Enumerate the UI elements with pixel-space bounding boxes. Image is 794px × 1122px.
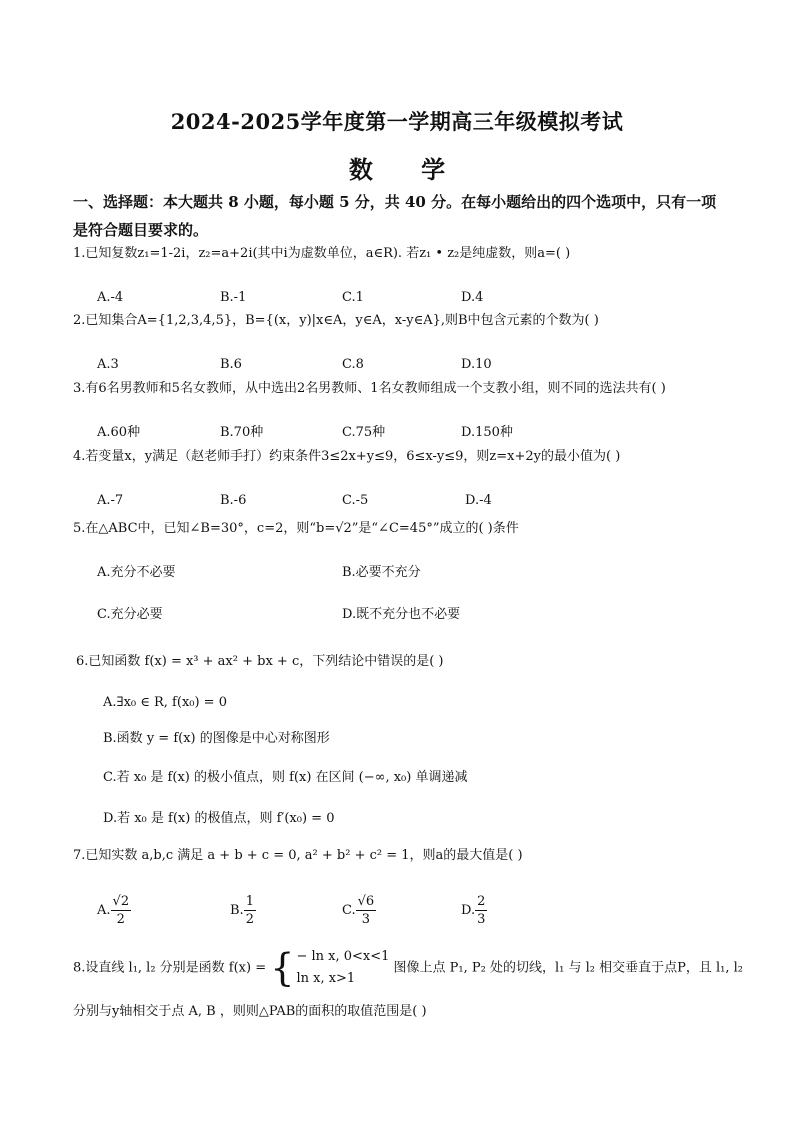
- fraction-denominator: 3: [477, 912, 486, 927]
- question-7-option-b: [230, 893, 256, 928]
- piecewise-function: [270, 945, 389, 991]
- fraction-numerator: √2: [112, 894, 130, 909]
- fraction-numerator: 1: [245, 894, 254, 909]
- question-7-option-c: [342, 893, 376, 928]
- question-1-option-a: A.-4: [97, 290, 124, 305]
- question-1-option-d: D.4: [461, 290, 484, 305]
- option-label: B.: [230, 903, 244, 918]
- fraction-denominator: 3: [361, 912, 371, 927]
- question-5-option-c: C.充分必要: [97, 607, 163, 622]
- question-5-option-d: D.既不充分也不必要: [342, 607, 461, 622]
- piecewise-case-1: − ln x, 0<x<1: [296, 948, 390, 964]
- question-7-option-a: [97, 893, 131, 928]
- question-2-option-d: D.10: [461, 357, 492, 372]
- question-1-option-b: B.-1: [220, 290, 247, 305]
- question-2-option-c: C.8: [342, 357, 364, 372]
- question-6-stem: 6.已知函数 f(x) = x³ + ax² + bx + c，下列结论中错误的是( ): [76, 654, 444, 669]
- question-6-option-a: A.∃x₀ ∈ R, f(x₀) = 0: [103, 695, 227, 710]
- option-label: A.: [97, 903, 111, 918]
- left-brace: {: [270, 945, 295, 990]
- question-3-option-c: C.75种: [342, 425, 386, 440]
- option-label: C.: [342, 903, 356, 918]
- fraction-numerator: 2: [477, 894, 486, 909]
- question-4-option-a: A.-7: [97, 493, 124, 508]
- section-heading: 一、选择题：本大题共 8 小题，每小题 5 分，共 40 分。在每小题给出的四个选项中，只有一项是符合题目要求的。: [73, 193, 717, 239]
- fraction-numerator: √6: [357, 894, 375, 909]
- fraction: [244, 893, 256, 928]
- fraction-denominator: 2: [116, 912, 125, 927]
- question-8-stem-line2: 分别与y轴相交于点 A, B ，则则△PAB的面积的取值范围是( ): [73, 1004, 427, 1019]
- question-2-stem: 2.已知集合A={1,2,3,4,5}，B={(x，y)|x∈A，y∈A，x-y∈A},则B中包含元素的个数为( ): [73, 313, 599, 328]
- fraction: [475, 893, 487, 928]
- question-3-stem: 3.有6名男教师和5名女教师，从中选出2名男教师、1名女教师组成一个支教小组，则不同的选法共有( ): [73, 381, 666, 396]
- question-3-option-b: B.70种: [220, 425, 264, 440]
- question-4-stem: 4.若变量x，y满足（赵老师手打）约束条件3≤2x+y≤9，6≤x-y≤9，则z=x+2y的最小值为( ): [73, 449, 621, 464]
- question-3-option-d: D.150种: [461, 425, 513, 440]
- question-7-option-d: [461, 893, 487, 928]
- question-6-option-b: B.函数 y = f(x) 的图像是中心对称图形: [103, 731, 330, 746]
- question-8-stem-middle: 图像上点 P₁, P₂ 处的切线，l₁ 与 l₂ 相交垂直于点P，且 l₁, l₂: [393, 960, 744, 976]
- question-1-stem: 1.已知复数z₁=1-2i，z₂=a+2i(其中i为虚数单位，a∈R). 若z₁ • z₂是纯虚数，则a=( ): [73, 246, 571, 261]
- question-8-stem-start: 8.设直线 l₁, l₂ 分别是函数 f(x) =: [73, 960, 267, 976]
- question-6-option-d: D.若 x₀ 是 f(x) 的极值点，则 f′(x₀) = 0: [103, 811, 335, 826]
- piecewise-case-2: ln x, x>1: [296, 970, 356, 986]
- question-5-stem: 5.在△ABC中，已知∠B=30°，c=2，则“b=√2”是“∠C=45°”成立的( )条件: [73, 521, 519, 536]
- exam-title: 2024-2025学年度第一学期高三年级模拟考试: [170, 109, 624, 134]
- fraction: [356, 893, 377, 928]
- question-1-option-c: C.1: [342, 290, 364, 305]
- question-7-stem: 7.已知实数 a,b,c 满足 a + b + c = 0, a² + b² + c² = 1，则a的最大值是( ): [73, 848, 523, 863]
- fraction-denominator: 2: [245, 912, 254, 927]
- piecewise-cases: [296, 946, 389, 990]
- question-5-option-a: A.充分不必要: [97, 565, 176, 580]
- question-3-option-a: A.60种: [97, 425, 141, 440]
- question-4-option-d: D.-4: [465, 493, 492, 508]
- question-4-option-b: B.-6: [220, 493, 247, 508]
- question-4-option-c: C.-5: [342, 493, 369, 508]
- question-8-stem-line1: [73, 945, 743, 992]
- option-label: D.: [461, 903, 476, 918]
- subject-title: 数 学: [348, 155, 466, 184]
- question-2-option-a: A.3: [97, 357, 119, 372]
- question-2-option-b: B.6: [220, 357, 242, 372]
- fraction: [111, 893, 132, 928]
- question-5-option-b: B.必要不充分: [342, 565, 421, 580]
- question-6-option-c: C.若 x₀ 是 f(x) 的极小值点，则 f(x) 在区间 (−∞, x₀) 单调递减: [103, 770, 468, 785]
